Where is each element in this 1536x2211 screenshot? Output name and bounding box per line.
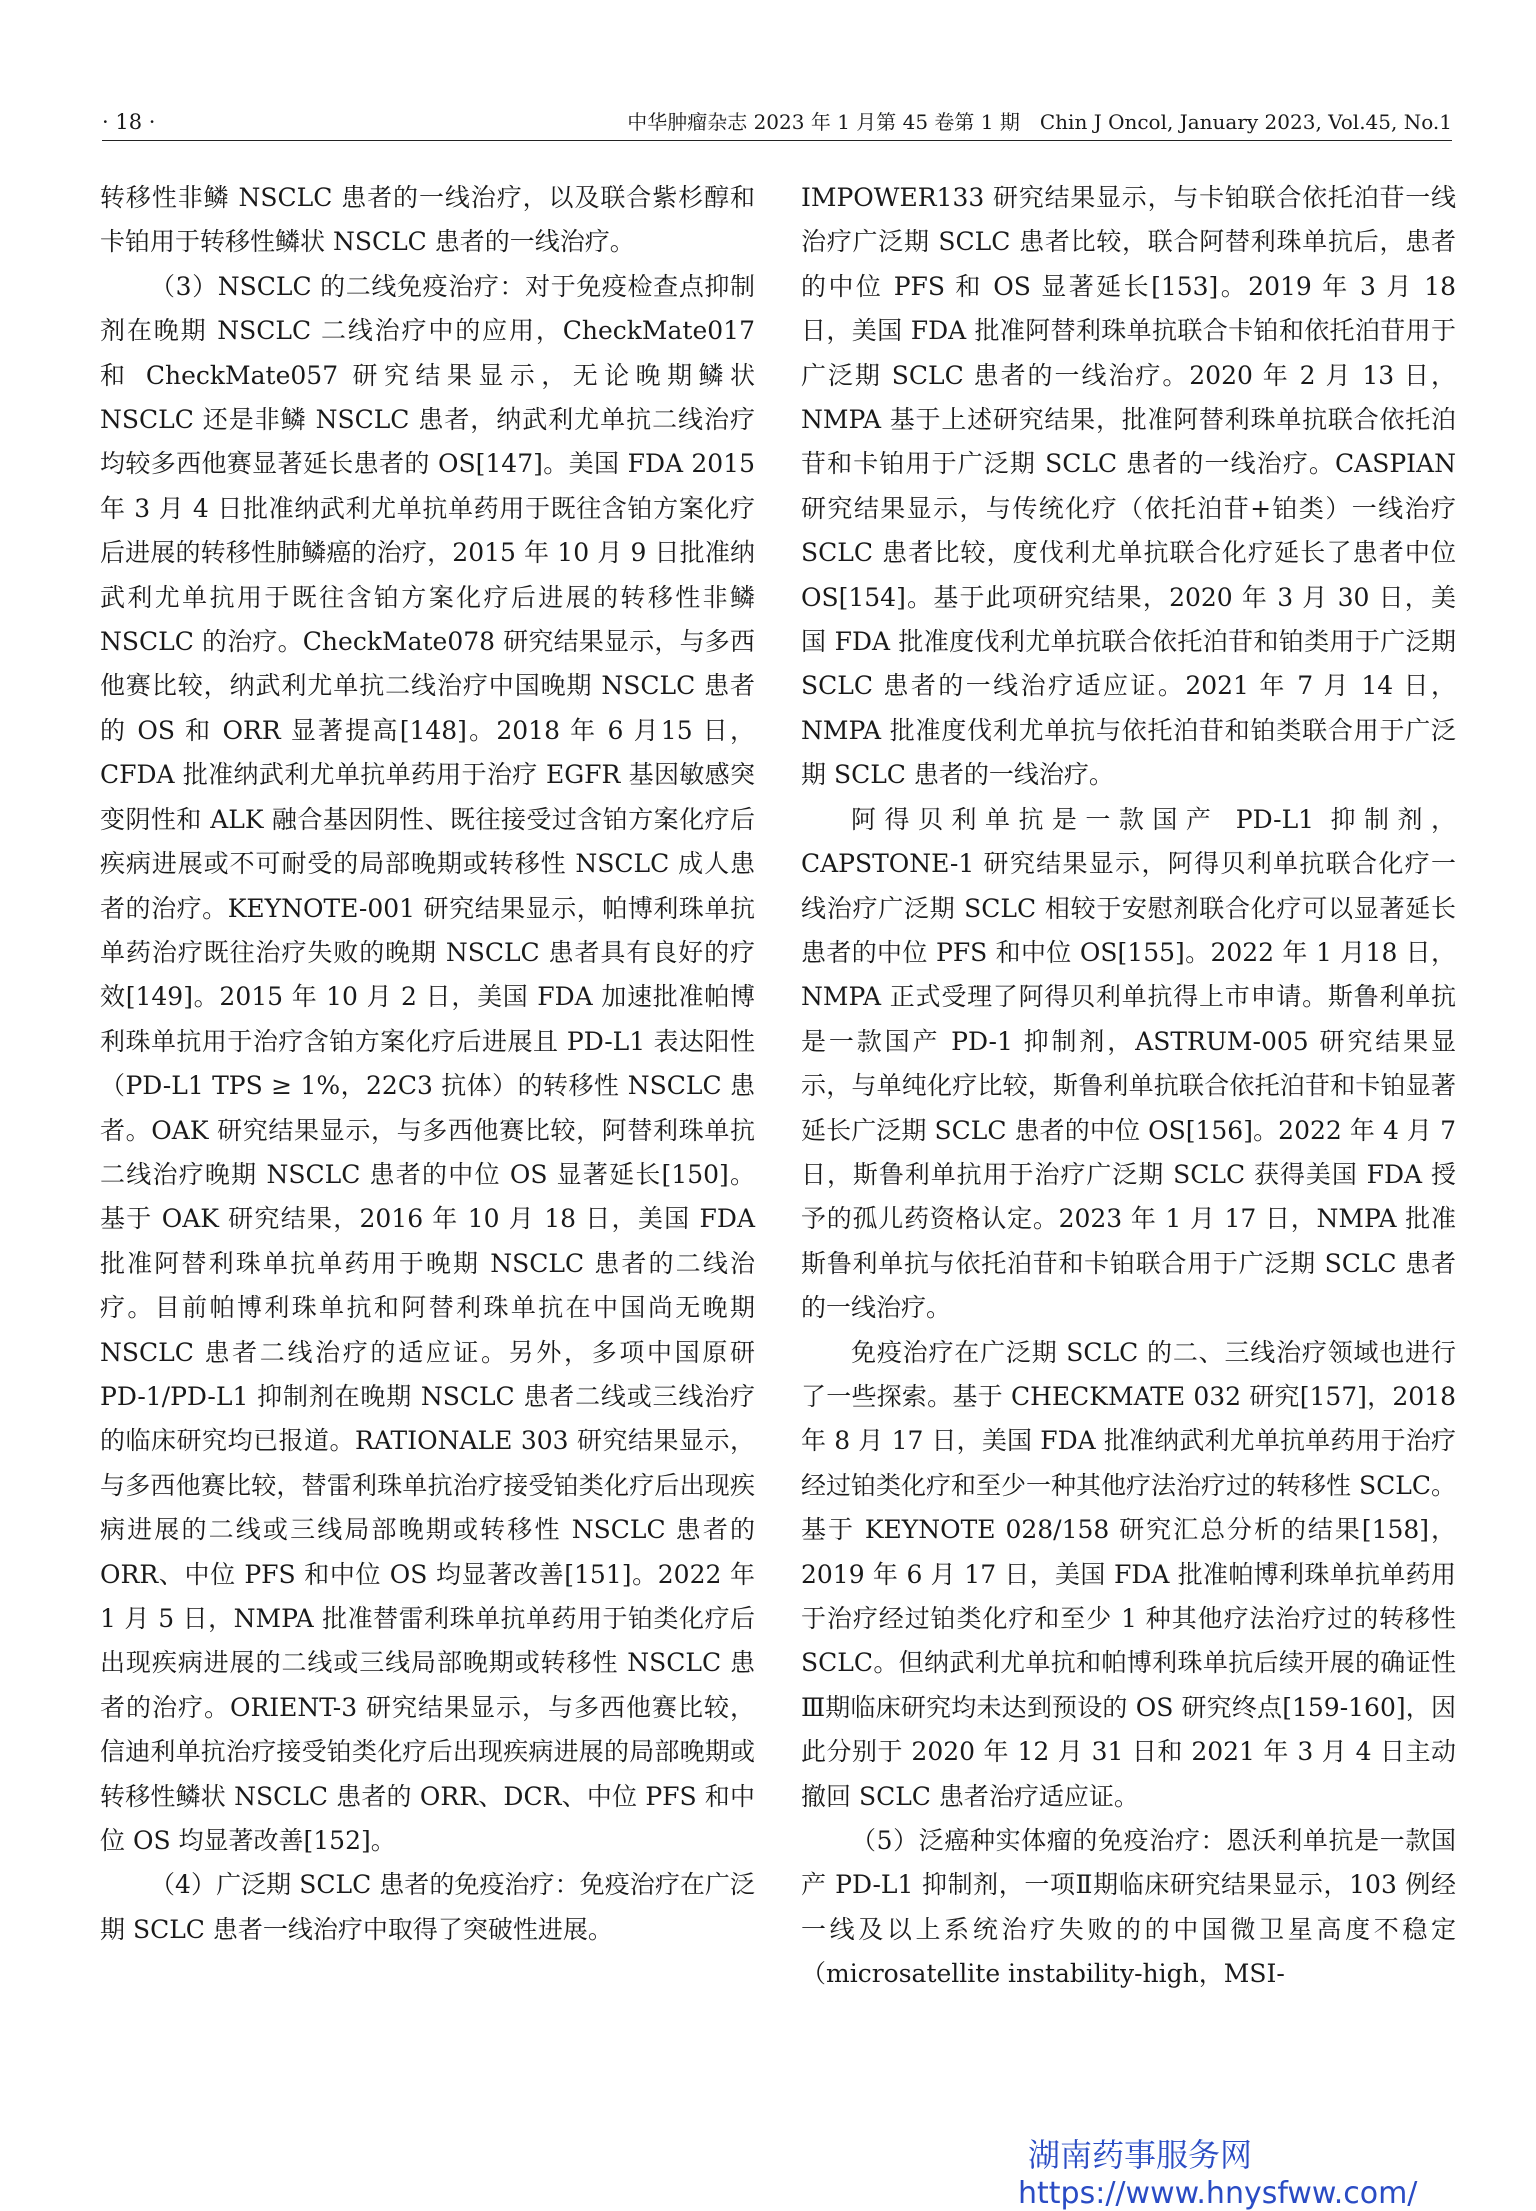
paragraph: 阿得贝利单抗是一款国产 PD-L1 抑制剂，CAPSTONE-1 研究结果显示，阿得贝利单抗联合化疗一线治疗广泛期 SCLC 相较于安慰剂联合化疗可以显著延长患者的中位 PFS 和中位 OS[155]。2022 年 1 月18 日，NMPA 正式受理了阿得贝利单抗得上市申请。斯鲁利单抗是一款国产 PD-1 抑制剂，ASTRUM-005 研究结果显示，与单纯化疗比较，斯鲁利单抗联合依托泊苷和卡铂显著延长广泛期 SCLC 患者的中位 OS[156]。2022 年 4 月 7 日，斯鲁利单抗用于治疗广泛期 SCLC 获得美国 FDA 授予的孤儿药资格认定。2023 年 1 月 17 日，NMPA 批准斯鲁利单抗与依托泊苷和卡铂联合用于广泛期 SCLC 患者的一线治疗。: [801, 804, 1456, 1323]
paragraph: （3）NSCLC 的二线免疫治疗：对于免疫检查点抑制剂在晚期 NSCLC 二线治疗中的应用，CheckMate017 和 CheckMate057 研究结果显示，无论晚期鳞状 NSCLC 还是非鳞 NSCLC 患者，纳武利尤单抗二线治疗均较多西他赛显著延长患者的 OS[147]。美国 FDA 2015 年 3 月 4 日批准纳武利尤单抗单药用于既往含铂方案化疗后进展的转移性肺鳞癌的治疗，2015 年 10 月 9 日批准纳武利尤单抗用于既往含铂方案化疗后进展的转移性非鳞 NSCLC 的治疗。CheckMate078 研究结果显示，与多西他赛比较，纳武利尤单抗二线治疗中国晚期 NSCLC 患者的 OS 和 ORR 显著提高[148]。2018 年 6 月15 日，CFDA 批准纳武利尤单抗单药用于治疗 EGFR 基因敏感突变阴性和 ALK 融合基因阴性、既往接受过含铂方案化疗后疾病进展或不可耐受的局部晚期或转移性 NSCLC 成人患者的治疗。KEYNOTE-001 研究结果显示，帕博利珠单抗单药治疗既往治疗失败的晚期 NSCLC 患者具有良好的疗效[149]。2015 年 10 月 2 日，美国 FDA 加速批准帕博利珠单抗用于治疗含铂方案化疗后进展且 PD-L1 表达阳性（PD-L1 TPS ≥ 1%，22C3 抗体）的转移性 NSCLC 患者。OAK 研究结果显示，与多西他赛比较，阿替利珠单抗二线治疗晚期 NSCLC 患者的中位 OS 显著延长[150]。基于 OAK 研究结果，2016 年 10 月 18 日，美国 FDA 批准阿替利珠单抗单药用于晚期 NSCLC 患者的二线治疗。目前帕博利珠单抗和阿替利珠单抗在中国尚无晚期 NSCLC 患者二线治疗的适应证。另外，多项中国原研 PD-1/PD-L1 抑制剂在晚期 NSCLC 患者二线或三线治疗的临床研究均已报道。RATIONALE 303 研究结果显示，与多西他赛比较，替雷利珠单抗治疗接受铂类化疗后出现疾病进展的二线或三线局部晚期或转移性 NSCLC 患者的 ORR、中位 PFS 和中位 OS 均显著改善[151]。2022 年 1 月 5 日，NMPA 批准替雷利珠单抗单药用于铂类化疗后出现疾病进展的二线或三线局部晚期或转移性 NSCLC 患者的治疗。ORIENT-3 研究结果显示，与多西他赛比较，信迪利单抗治疗接受铂类化疗后出现疾病进展的局部晚期或转移性鳞状 NSCLC 患者的 ORR、DCR、中位 PFS 和中位 OS 均显著改善[152]。: [100, 271, 755, 1856]
page-number: · 18 ·: [102, 110, 156, 134]
paragraph: 转移性非鳞 NSCLC 患者的一线治疗，以及联合紫杉醇和卡铂用于转移性鳞状 NSCLC 患者的一线治疗。: [100, 183, 755, 257]
paragraph: 免疫治疗在广泛期 SCLC 的二、三线治疗领域也进行了一些探索。基于 CHECKMATE 032 研究[157]，2018 年 8 月 17 日，美国 FDA 批准纳武利尤单抗单药用于治疗经过铂类化疗和至少一种其他疗法治疗过的转移性 SCLC。基于 KEYNOTE 028/158 研究汇总分析的结果[158]，2019 年 6 月 17 日，美国 FDA 批准帕博利珠单抗单药用于治疗经过铂类化疗和至少 1 种其他疗法治疗过的转移性 SCLC。但纳武利尤单抗和帕博利珠单抗后续开展的确证性Ⅲ期临床研究均未达到预设的 OS 研究终点[159-160]，因此分别于 2020 年 12 月 31 日和 2021 年 3 月 4 日主动撤回 SCLC 患者治疗适应证。: [801, 1337, 1456, 1811]
left-column: [100, 176, 755, 1952]
paragraph: （5）泛癌种实体瘤的免疫治疗：恩沃利单抗是一款国产 PD-L1 抑制剂，一项Ⅱ期临床研究结果显示，103 例经一线及以上系统治疗失败的的中国微卫星高度不稳定（microsatellite instability-high，MSI-: [801, 1826, 1456, 1989]
paragraph: IMPOWER133 研究结果显示，与卡铂联合依托泊苷一线治疗广泛期 SCLC 患者比较，联合阿替利珠单抗后，患者的中位 PFS 和 OS 显著延长[153]。2019 年 3 月 18 日，美国 FDA 批准阿替利珠单抗联合卡铂和依托泊苷用于广泛期 SCLC 患者的一线治疗。2020 年 2 月 13 日，NMPA 基于上述研究结果，批准阿替利珠单抗联合依托泊苷和卡铂用于广泛期 SCLC 患者的一线治疗。CASPIAN 研究结果显示，与传统化疗（依托泊苷+铂类）一线治疗 SCLC 患者比较，度伐利尤单抗联合化疗延长了患者中位 OS[154]。基于此项研究结果，2020 年 3 月 30 日，美国 FDA 批准度伐利尤单抗联合依托泊苷和铂类用于广泛期 SCLC 患者的一线治疗适应证。2021 年 7 月 14 日，NMPA 批准度伐利尤单抗与依托泊苷和铂类联合用于广泛期 SCLC 患者的一线治疗。: [801, 183, 1456, 790]
paragraph: （4）广泛期 SCLC 患者的免疫治疗：免疫治疗在广泛期 SCLC 患者一线治疗中取得了突破性进展。: [100, 1870, 755, 1944]
journal-citation: 中华肿瘤杂志 2023 年 1 月第 45 卷第 1 期 Chin J Oncol, January 2023, Vol.45, No.1: [627, 110, 1452, 134]
watermark-site-name: 湖南药事服务网: [1028, 2136, 1253, 2174]
watermark-url[interactable]: https://www.hnysfww.com/: [1018, 2176, 1418, 2211]
running-header: [102, 104, 1452, 141]
right-column: [801, 176, 1456, 1997]
